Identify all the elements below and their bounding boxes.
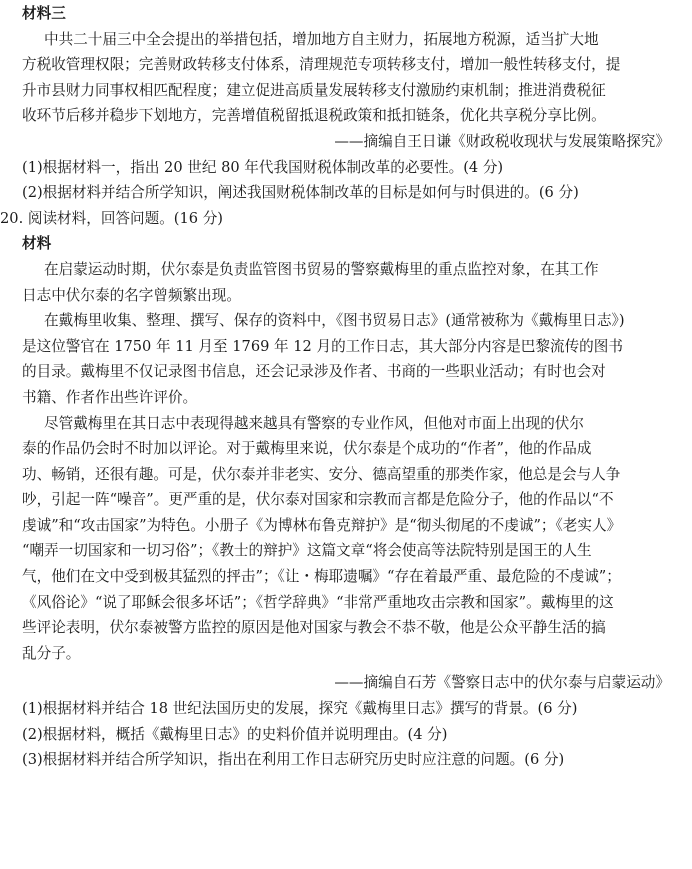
material-3-line-4: 收环节后移并稳步下划地方，完善增值税留抵退税政策和抵扣链条，优化共享税分享比例。 xyxy=(22,107,606,125)
material-p2-line-3: 的目录。戴梅里不仅记录图书信息，还会记录涉及作者、书商的一些职业活动；有时也会对 xyxy=(22,363,606,381)
material-p3-line-2: 泰的作品仍会时不时加以评论。对于戴梅里来说，伏尔泰是个成功的“作者”，他的作品成 xyxy=(22,440,592,458)
question-20-3: (3)根据材料并结合所学知识，指出在利用工作日志研究历史时应注意的问题。(6 分) xyxy=(22,751,565,769)
material-p3-line-8: 《风俗论》“说了耶稣会很多坏话”；《哲学辞典》“非常严重地攻击宗教和国家”。戴梅里的这 xyxy=(22,593,614,611)
material-3-line-3: 升市县财力同事权相匹配程度；建立促进高质量发展转移支付激励约束机制；推进消费税征 xyxy=(22,81,606,99)
material-source: ——摘编自石芳《警察日志中的伏尔泰与启蒙运动》 xyxy=(334,674,670,692)
material-p3-line-1: 尽管戴梅里在其日志中表现得越来越具有警察的专业作风，但他对市面上出现的伏尔 xyxy=(44,414,584,432)
material-p2-line-4: 书籍、作者作出些许评价。 xyxy=(22,388,198,406)
material-3-line-2: 方税收管理权限；完善财政转移支付体系，清理规范专项转移支付，增加一般性转移支付，提 xyxy=(22,56,621,74)
material-p3-line-7: 气，他们在文中受到极其猛烈的抨击”；《让・梅耶遗嘱》“存在着最严重、最危险的不虔诚”； xyxy=(22,568,621,586)
material-p1-line-1: 在启蒙运动时期，伏尔泰是负责监管图书贸易的警察戴梅里的重点监控对象，在其工作 xyxy=(44,260,599,278)
material-p3-line-10: 乱分子。 xyxy=(22,644,81,662)
material-p3-line-9: 些评论表明，伏尔泰被警方监控的原因是他对国家与教会不恭不敬，他是公众平静生活的搞 xyxy=(22,619,606,637)
material-p3-line-3: 功、畅销，还很有趣。可是，伏尔泰并非老实、安分、德高望重的那类作家，他总是会与人争 xyxy=(22,465,621,483)
material-heading: 材料 xyxy=(22,235,52,253)
question-20-title: 20. 阅读材料，回答问题。(16 分) xyxy=(0,209,223,227)
material-p3-line-4: 吵，引起一阵“噪音”。更严重的是，伏尔泰对国家和宗教而言都是危险分子，他的作品以“不 xyxy=(22,491,614,509)
question-19-1: (1)根据材料一，指出 20 世纪 80 年代我国财税体制改革的必要性。(4 分) xyxy=(22,158,504,176)
material-p2-line-2: 是这位警官在 1750 年 11 月至 1769 年 12 月的工作日志，其大部分内容是巴黎流传的图书 xyxy=(22,337,623,355)
material-3-line-1: 中共二十届三中全会提出的举措包括，增加地方自主财力，拓展地方税源，适当扩大地 xyxy=(44,30,599,48)
question-20-2: (2)根据材料，概括《戴梅里日志》的史料价值并说明理由。(4 分) xyxy=(22,725,448,743)
material-p1-line-2: 日志中伏尔泰的名字曾频繁出现。 xyxy=(22,286,241,304)
exam-page xyxy=(0,1,672,773)
material-3-source: ——摘编自王日谦《财政税收现状与发展策略探究》 xyxy=(334,132,670,150)
material-p2-line-1: 在戴梅里收集、整理、撰写、保存的资料中，《图书贸易日志》(通常被称为《戴梅里日志》) xyxy=(44,312,625,330)
material-p3-line-5: 虔诚”和“攻击国家”为特色。小册子《为博林布鲁克辩护》是“彻头彻尾的不虔诚”；《老实人》 xyxy=(22,516,622,534)
material-3-heading: 材料三 xyxy=(22,5,66,22)
question-19-2: (2)根据材料并结合所学知识，阐述我国财税体制改革的目标是如何与时俱进的。(6 分) xyxy=(22,184,579,202)
question-20-1: (1)根据材料并结合 18 世纪法国历史的发展，探究《戴梅里日志》撰写的背景。(6 分) xyxy=(22,700,578,718)
material-p3-line-6: “嘲弄一切国家和一切习俗”；《教士的辩护》这篇文章“将会使高等法院特别是国王的人生 xyxy=(22,542,592,560)
